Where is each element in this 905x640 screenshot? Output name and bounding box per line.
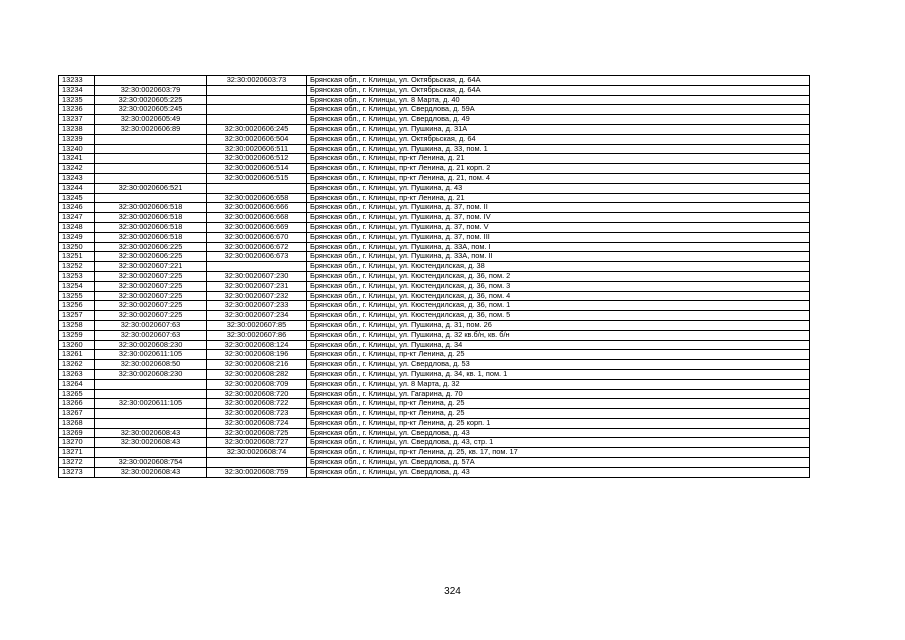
cadastral-number-cell: 32:30:0020606:518	[95, 222, 207, 232]
table-row	[59, 105, 810, 115]
table-row	[59, 154, 810, 164]
address-cell: Брянская обл., г. Клинцы, ул. 8 Марта, д. 40	[307, 95, 810, 105]
address-cell: Брянская обл., г. Клинцы, ул. Кюстендилская, д. 36, пом. 4	[307, 291, 810, 301]
table-row	[59, 115, 810, 125]
table-row	[59, 379, 810, 389]
row-number-cell: 13255	[59, 291, 95, 301]
cadastral-number-cell: 32:30:0020608:43	[95, 438, 207, 448]
table-row	[59, 134, 810, 144]
cadastral-object-cell: 32:30:0020606:515	[207, 173, 307, 183]
cadastral-object-cell: 32:30:0020608:725	[207, 428, 307, 438]
cadastral-object-cell: 32:30:0020608:196	[207, 350, 307, 360]
row-number-cell: 13258	[59, 320, 95, 330]
address-cell: Брянская обл., г. Клинцы, ул. Пушкина, д. 43	[307, 183, 810, 193]
address-cell: Брянская обл., г. Клинцы, пр-кт Ленина, д. 21	[307, 193, 810, 203]
row-number-cell: 13243	[59, 173, 95, 183]
cadastral-number-cell	[95, 76, 207, 86]
cadastral-number-cell: 32:30:0020608:754	[95, 458, 207, 468]
cadastral-number-cell: 32:30:0020607:63	[95, 320, 207, 330]
table-row	[59, 213, 810, 223]
cadastral-number-cell: 32:30:0020606:518	[95, 203, 207, 213]
cadastral-object-cell: 32:30:0020606:511	[207, 144, 307, 154]
row-number-cell: 13262	[59, 360, 95, 370]
row-number-cell: 13235	[59, 95, 95, 105]
cadastral-number-cell	[95, 144, 207, 154]
table-row	[59, 330, 810, 340]
row-number-cell: 13271	[59, 448, 95, 458]
table-row	[59, 232, 810, 242]
cadastral-object-cell: 32:30:0020606:514	[207, 164, 307, 174]
row-number-cell: 13257	[59, 311, 95, 321]
cadastral-object-cell: 32:30:0020607:234	[207, 311, 307, 321]
address-cell: Брянская обл., г. Клинцы, ул. Пушкина, д. 37, пом. II	[307, 203, 810, 213]
cadastral-object-cell: 32:30:0020608:759	[207, 467, 307, 477]
cadastral-object-cell: 32:30:0020607:232	[207, 291, 307, 301]
table-row	[59, 438, 810, 448]
cadastral-object-cell: 32:30:0020603:73	[207, 76, 307, 86]
table-row	[59, 252, 810, 262]
table-row	[59, 222, 810, 232]
cadastral-number-cell: 32:30:0020608:43	[95, 467, 207, 477]
cadastral-object-cell: 32:30:0020607:233	[207, 301, 307, 311]
address-cell: Брянская обл., г. Клинцы, ул. Свердлова, д. 49	[307, 115, 810, 125]
cadastral-number-cell	[95, 154, 207, 164]
address-cell: Брянская обл., г. Клинцы, ул. Свердлова, д. 43	[307, 428, 810, 438]
table-row	[59, 164, 810, 174]
row-number-cell: 13244	[59, 183, 95, 193]
address-cell: Брянская обл., г. Клинцы, ул. Пушкина, д. 33А, пом. I	[307, 242, 810, 252]
cadastral-number-cell: 32:30:0020607:225	[95, 311, 207, 321]
table-row	[59, 262, 810, 272]
row-number-cell: 13238	[59, 124, 95, 134]
cadastral-number-cell	[95, 164, 207, 174]
cadastral-object-cell: 32:30:0020606:512	[207, 154, 307, 164]
cadastral-object-cell: 32:30:0020606:658	[207, 193, 307, 203]
table-row	[59, 320, 810, 330]
table-row	[59, 271, 810, 281]
cadastral-number-cell: 32:30:0020607:221	[95, 262, 207, 272]
cadastral-object-cell: 32:30:0020608:722	[207, 399, 307, 409]
table-row	[59, 85, 810, 95]
cadastral-number-cell	[95, 134, 207, 144]
address-cell: Брянская обл., г. Клинцы, ул. Пушкина, д. 37, пом. IV	[307, 213, 810, 223]
cadastral-number-cell: 32:30:0020605:225	[95, 95, 207, 105]
cadastral-object-cell: 32:30:0020608:723	[207, 409, 307, 419]
row-number-cell: 13266	[59, 399, 95, 409]
table-row	[59, 389, 810, 399]
cadastral-object-cell: 32:30:0020608:720	[207, 389, 307, 399]
cadastral-object-cell: 32:30:0020608:124	[207, 340, 307, 350]
address-cell: Брянская обл., г. Клинцы, ул. Октябрьская, д. 64А	[307, 85, 810, 95]
cadastral-object-cell: 32:30:0020606:668	[207, 213, 307, 223]
address-cell: Брянская обл., г. Клинцы, пр-кт Ленина, д. 25	[307, 409, 810, 419]
table-row	[59, 311, 810, 321]
table-row	[59, 360, 810, 370]
row-number-cell: 13250	[59, 242, 95, 252]
row-number-cell: 13248	[59, 222, 95, 232]
cadastral-object-cell: 32:30:0020608:724	[207, 418, 307, 428]
registry-table	[58, 75, 810, 478]
address-cell: Брянская обл., г. Клинцы, ул. Октябрьская, д. 64А	[307, 76, 810, 86]
table-row	[59, 203, 810, 213]
address-cell: Брянская обл., г. Клинцы, пр-кт Ленина, д. 21	[307, 154, 810, 164]
row-number-cell: 13240	[59, 144, 95, 154]
cadastral-number-cell: 32:30:0020607:225	[95, 271, 207, 281]
row-number-cell: 13272	[59, 458, 95, 468]
table-row	[59, 458, 810, 468]
row-number-cell: 13254	[59, 281, 95, 291]
cadastral-number-cell	[95, 409, 207, 419]
row-number-cell: 13273	[59, 467, 95, 477]
table-row	[59, 448, 810, 458]
cadastral-number-cell: 32:30:0020605:245	[95, 105, 207, 115]
cadastral-object-cell: 32:30:0020606:245	[207, 124, 307, 134]
address-cell: Брянская обл., г. Клинцы, ул. Кюстендилская, д. 36, пом. 3	[307, 281, 810, 291]
row-number-cell: 13252	[59, 262, 95, 272]
cadastral-object-cell: 32:30:0020606:670	[207, 232, 307, 242]
cadastral-object-cell: 32:30:0020607:231	[207, 281, 307, 291]
row-number-cell: 13239	[59, 134, 95, 144]
cadastral-object-cell: 32:30:0020606:673	[207, 252, 307, 262]
address-cell: Брянская обл., г. Клинцы, пр-кт Ленина, д. 21, пом. 4	[307, 173, 810, 183]
table-row	[59, 242, 810, 252]
cadastral-object-cell	[207, 183, 307, 193]
row-number-cell: 13246	[59, 203, 95, 213]
row-number-cell: 13261	[59, 350, 95, 360]
row-number-cell: 13260	[59, 340, 95, 350]
table-row	[59, 418, 810, 428]
cadastral-object-cell: 32:30:0020606:666	[207, 203, 307, 213]
cadastral-number-cell	[95, 418, 207, 428]
cadastral-object-cell	[207, 262, 307, 272]
table-row	[59, 301, 810, 311]
address-cell: Брянская обл., г. Клинцы, ул. Пушкина, д. 32 кв.б/н, кв. б/н	[307, 330, 810, 340]
row-number-cell: 13251	[59, 252, 95, 262]
table-row	[59, 173, 810, 183]
address-cell: Брянская обл., г. Клинцы, пр-кт Ленина, д. 21 корп. 2	[307, 164, 810, 174]
row-number-cell: 13241	[59, 154, 95, 164]
address-cell: Брянская обл., г. Клинцы, ул. Гагарина, д. 70	[307, 389, 810, 399]
row-number-cell: 13270	[59, 438, 95, 448]
table-row	[59, 350, 810, 360]
cadastral-number-cell: 32:30:0020608:230	[95, 369, 207, 379]
address-cell: Брянская обл., г. Клинцы, ул. Пушкина, д. 31, пом. 26	[307, 320, 810, 330]
cadastral-number-cell: 32:30:0020611:105	[95, 399, 207, 409]
cadastral-number-cell	[95, 448, 207, 458]
address-cell: Брянская обл., г. Клинцы, пр-кт Ленина, д. 25	[307, 350, 810, 360]
address-cell: Брянская обл., г. Клинцы, ул. Пушкина, д. 37, пом. III	[307, 232, 810, 242]
registry-table-body	[59, 76, 810, 478]
table-row	[59, 291, 810, 301]
row-number-cell: 13267	[59, 409, 95, 419]
table-row	[59, 144, 810, 154]
cadastral-number-cell: 32:30:0020608:230	[95, 340, 207, 350]
cadastral-number-cell: 32:30:0020606:225	[95, 252, 207, 262]
row-number-cell: 13249	[59, 232, 95, 242]
table-row	[59, 409, 810, 419]
table-row	[59, 76, 810, 86]
row-number-cell: 13245	[59, 193, 95, 203]
cadastral-object-cell: 32:30:0020607:230	[207, 271, 307, 281]
row-number-cell: 13263	[59, 369, 95, 379]
cadastral-number-cell: 32:30:0020603:79	[95, 85, 207, 95]
address-cell: Брянская обл., г. Клинцы, ул. Свердлова, д. 59А	[307, 105, 810, 115]
row-number-cell: 13253	[59, 271, 95, 281]
cadastral-number-cell: 32:30:0020608:43	[95, 428, 207, 438]
address-cell: Брянская обл., г. Клинцы, ул. Пушкина, д. 34	[307, 340, 810, 350]
cadastral-number-cell: 32:30:0020607:225	[95, 301, 207, 311]
address-cell: Брянская обл., г. Клинцы, ул. Свердлова, д. 57А	[307, 458, 810, 468]
cadastral-object-cell: 32:30:0020608:74	[207, 448, 307, 458]
address-cell: Брянская обл., г. Клинцы, ул. Свердлова, д. 43	[307, 467, 810, 477]
table-row	[59, 183, 810, 193]
row-number-cell: 13259	[59, 330, 95, 340]
table-row	[59, 399, 810, 409]
cadastral-number-cell: 32:30:0020607:63	[95, 330, 207, 340]
cadastral-number-cell: 32:30:0020605:49	[95, 115, 207, 125]
address-cell: Брянская обл., г. Клинцы, пр-кт Ленина, д. 25, кв. 17, пом. 17	[307, 448, 810, 458]
cadastral-object-cell: 32:30:0020608:282	[207, 369, 307, 379]
address-cell: Брянская обл., г. Клинцы, ул. Пушкина, д. 33А, пом. II	[307, 252, 810, 262]
row-number-cell: 13233	[59, 76, 95, 86]
cadastral-number-cell: 32:30:0020606:225	[95, 242, 207, 252]
cadastral-number-cell: 32:30:0020611:105	[95, 350, 207, 360]
cadastral-object-cell: 32:30:0020606:672	[207, 242, 307, 252]
cadastral-object-cell	[207, 115, 307, 125]
address-cell: Брянская обл., г. Клинцы, ул. Кюстендилская, д. 36, пом. 1	[307, 301, 810, 311]
cadastral-object-cell: 32:30:0020606:504	[207, 134, 307, 144]
cadastral-object-cell: 32:30:0020608:216	[207, 360, 307, 370]
row-number-cell: 13242	[59, 164, 95, 174]
address-cell: Брянская обл., г. Клинцы, ул. Кюстендилская, д. 36, пом. 2	[307, 271, 810, 281]
address-cell: Брянская обл., г. Клинцы, ул. Кюстендилская, д. 36, пом. 5	[307, 311, 810, 321]
address-cell: Брянская обл., г. Клинцы, ул. Пушкина, д. 31А	[307, 124, 810, 134]
cadastral-number-cell: 32:30:0020606:89	[95, 124, 207, 134]
cadastral-number-cell: 32:30:0020606:518	[95, 232, 207, 242]
cadastral-number-cell: 32:30:0020607:225	[95, 281, 207, 291]
table-row	[59, 95, 810, 105]
address-cell: Брянская обл., г. Клинцы, ул. Свердлова, д. 43, стр. 1	[307, 438, 810, 448]
cadastral-number-cell	[95, 193, 207, 203]
cadastral-object-cell: 32:30:0020607:85	[207, 320, 307, 330]
row-number-cell: 13247	[59, 213, 95, 223]
row-number-cell: 13265	[59, 389, 95, 399]
cadastral-object-cell	[207, 458, 307, 468]
address-cell: Брянская обл., г. Клинцы, пр-кт Ленина, д. 25	[307, 399, 810, 409]
row-number-cell: 13269	[59, 428, 95, 438]
table-row	[59, 281, 810, 291]
cadastral-number-cell: 32:30:0020606:521	[95, 183, 207, 193]
cadastral-number-cell	[95, 173, 207, 183]
address-cell: Брянская обл., г. Клинцы, ул. Пушкина, д. 34, кв. 1, пом. 1	[307, 369, 810, 379]
row-number-cell: 13237	[59, 115, 95, 125]
cadastral-number-cell	[95, 389, 207, 399]
cadastral-number-cell	[95, 379, 207, 389]
cadastral-object-cell: 32:30:0020606:669	[207, 222, 307, 232]
address-cell: Брянская обл., г. Клинцы, ул. Свердлова, д. 53	[307, 360, 810, 370]
cadastral-object-cell: 32:30:0020608:709	[207, 379, 307, 389]
row-number-cell: 13264	[59, 379, 95, 389]
table-row	[59, 124, 810, 134]
row-number-cell: 13268	[59, 418, 95, 428]
cadastral-object-cell	[207, 95, 307, 105]
address-cell: Брянская обл., г. Клинцы, ул. Пушкина, д. 33, пом. 1	[307, 144, 810, 154]
cadastral-number-cell: 32:30:0020608:50	[95, 360, 207, 370]
address-cell: Брянская обл., г. Клинцы, пр-кт Ленина, д. 25 корп. 1	[307, 418, 810, 428]
table-row	[59, 340, 810, 350]
row-number-cell: 13256	[59, 301, 95, 311]
table-row	[59, 467, 810, 477]
cadastral-number-cell: 32:30:0020607:225	[95, 291, 207, 301]
cadastral-object-cell: 32:30:0020607:86	[207, 330, 307, 340]
address-cell: Брянская обл., г. Клинцы, ул. Пушкина, д. 37, пом. V	[307, 222, 810, 232]
cadastral-object-cell	[207, 105, 307, 115]
table-row	[59, 193, 810, 203]
address-cell: Брянская обл., г. Клинцы, ул. Кюстендилская, д. 38	[307, 262, 810, 272]
page-number: 324	[444, 586, 461, 597]
table-row	[59, 369, 810, 379]
cadastral-object-cell	[207, 85, 307, 95]
row-number-cell: 13234	[59, 85, 95, 95]
address-cell: Брянская обл., г. Клинцы, ул. 8 Марта, д. 32	[307, 379, 810, 389]
row-number-cell: 13236	[59, 105, 95, 115]
table-row	[59, 428, 810, 438]
address-cell: Брянская обл., г. Клинцы, ул. Октябрьская, д. 64	[307, 134, 810, 144]
cadastral-number-cell: 32:30:0020606:518	[95, 213, 207, 223]
cadastral-object-cell: 32:30:0020608:727	[207, 438, 307, 448]
